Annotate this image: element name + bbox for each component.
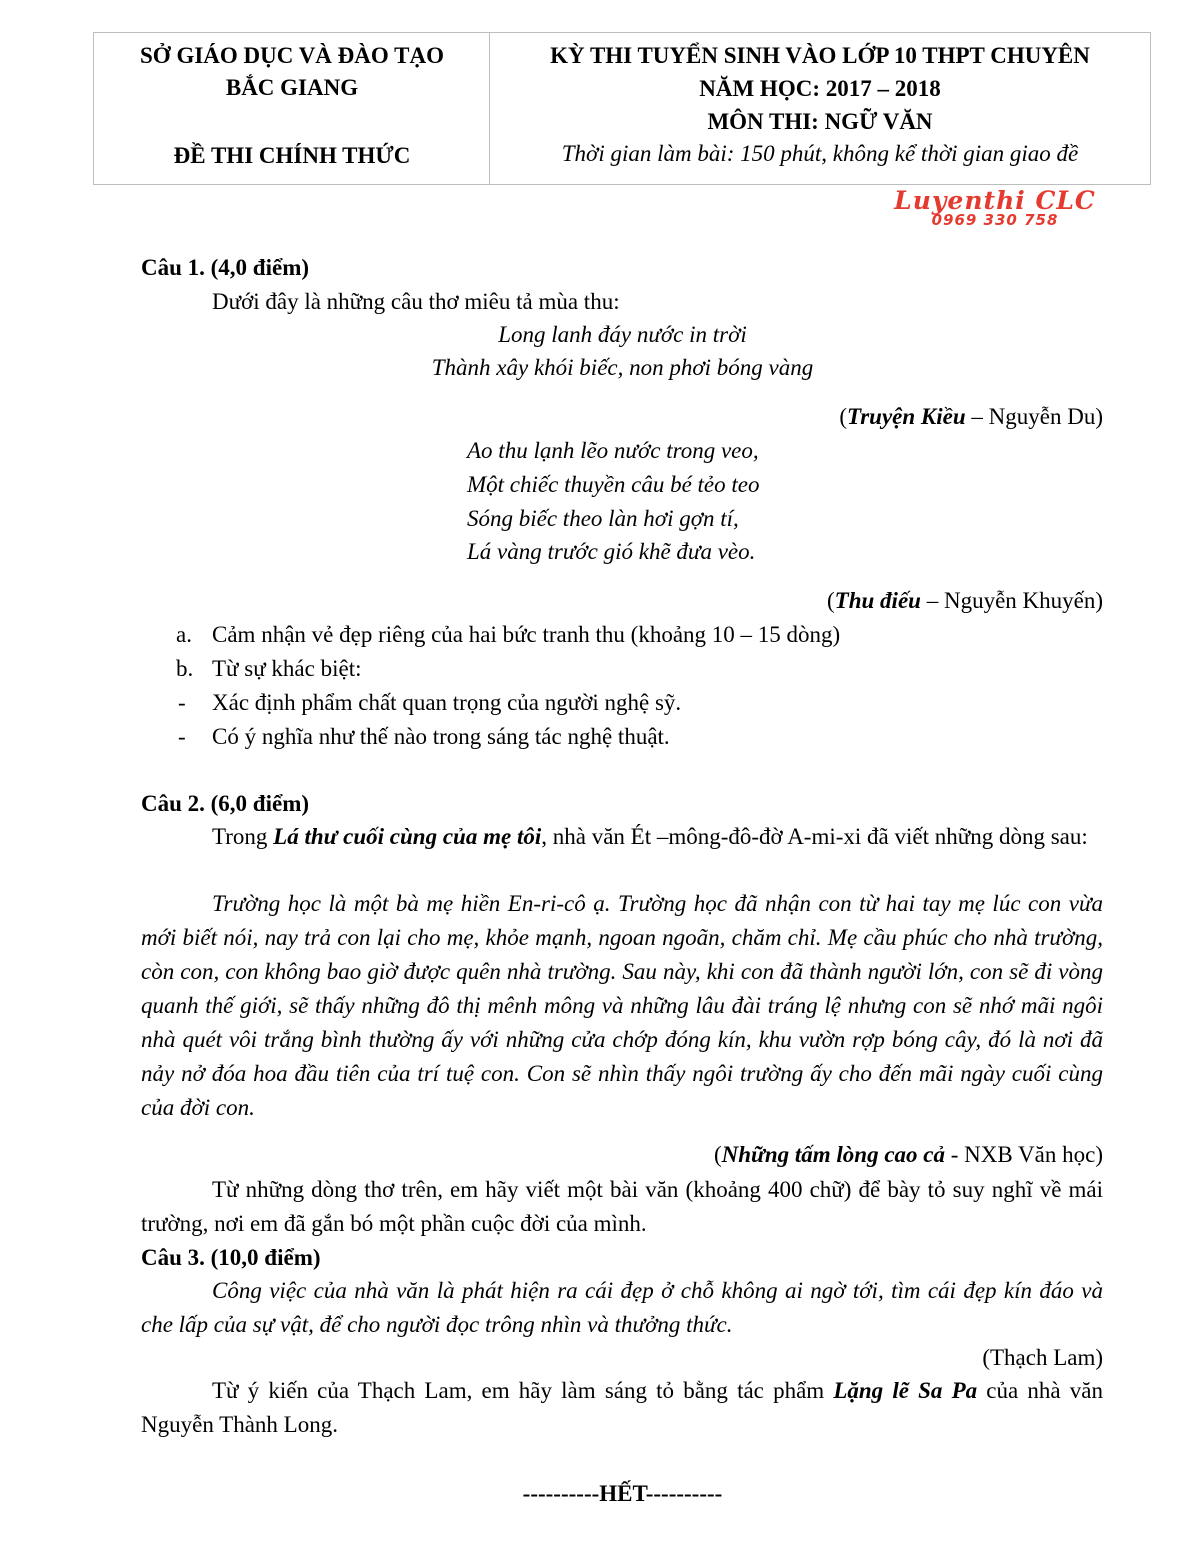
list-item: Xác định phẩm chất quan trọng của người nghệ sỹ.	[212, 690, 682, 715]
q3-quote: Công việc của nhà văn là phát hiện ra cái đẹp ở chỗ không ai ngờ tới, tìm cái đẹp kín đáo và che lấp của sự vật, để cho người đọc trông nhìn và thưởng thức.	[141, 1278, 1103, 1337]
poem2-line: Lá vàng trước gió khẽ đưa vèo.	[467, 539, 756, 564]
q1-source2	[141, 586, 1103, 616]
q3-task-start: Từ ý kiến của Thạch Lam, em hãy làm sáng tỏ bằng tác phẩm	[212, 1378, 834, 1403]
q2-title: Câu 2. (6,0 điểm)	[141, 791, 310, 816]
q2-quote: Trường học là một bà mẹ hiền En-ri-cô ạ. Trường học đã nhận con từ hai tay mẹ lúc con vừa mới biết nói, nay trả con lại cho mẹ, khỏe mạnh, ngoan ngoãn, chăm chỉ. Mẹ cầu phúc cho nhà trường, còn con, con không bao giờ được quên nhà trường. Sau này, khi con đã thành người lớn, con sẽ đi vòng quanh thế giới, sẽ thấy những đô thị mênh mông và những lâu đài tráng lệ nhưng con sẽ nhớ mãi ngôi nhà quét vôi trắng bình thường ấy với những cửa chớp đóng kín, khu vườn rợp bóng cây, đó là nơi đã nảy nở đóa hoa đầu tiên của trí tuệ con. Con sẽ nhìn thấy ngôi trường ấy cho đến mãi ngày cuối cùng của đời con.	[141, 891, 1103, 1120]
list-marker: -	[178, 690, 186, 715]
school-year: NĂM HỌC: 2017 – 2018	[699, 76, 941, 101]
q3-source: (Thạch Lam)	[982, 1345, 1103, 1370]
department-name: SỞ GIÁO DỤC VÀ ĐÀO TẠO	[140, 43, 444, 68]
q3-work-title: Lặng lẽ Sa Pa	[833, 1378, 978, 1403]
header-right-cell	[490, 33, 1150, 184]
poem2-line: Sóng biếc theo làn hơi gợn tí,	[467, 506, 739, 531]
q2-intro-end: , nhà văn Ét –mông-đô-đờ A-mi-xi đã viết những dòng sau:	[541, 824, 1088, 849]
source-publisher: - NXB Văn học)	[945, 1142, 1103, 1167]
province-name: BẮC GIANG	[225, 75, 359, 100]
poem2-line: Ao thu lạnh lẽo nước trong veo,	[467, 438, 759, 463]
q2-task: Từ những dòng thơ trên, em hãy viết một bài văn (khoảng 400 chữ) để bày tỏ suy nghĩ về mái trường, nơi em đã gắn bó một phần cuộc đời của mình.	[141, 1177, 1103, 1236]
list-item: Từ sự khác biệt:	[212, 656, 362, 681]
source-work-title: Thu điếu	[834, 588, 921, 613]
source-author: – Nguyễn Khuyến)	[920, 588, 1103, 613]
list-item: Có ý nghĩa như thế nào trong sáng tác nghệ thuật.	[212, 724, 670, 749]
q1-title: Câu 1. (4,0 điểm)	[141, 255, 310, 280]
poem1-line: Thành xây khói biếc, non phơi bóng vàng	[431, 355, 814, 380]
source-paren: (	[713, 1142, 722, 1167]
poem1-line: Long lanh đáy nước in trời	[498, 322, 747, 347]
q1-source1	[141, 402, 1103, 432]
official-exam-label: ĐỀ THI CHÍNH THỨC	[173, 143, 411, 168]
q2-intro	[141, 820, 1103, 854]
q3-task	[141, 1374, 1103, 1442]
exam-title: KỲ THI TUYỂN SINH VÀO LỚP 10 THPT CHUYÊN	[550, 43, 1090, 68]
watermark-brand: Luyenthi CLC	[894, 186, 1096, 215]
q3-title: Câu 3. (10,0 điểm)	[141, 1245, 321, 1270]
poem2-line: Một chiếc thuyền câu bé tẻo teo	[467, 472, 760, 497]
header-left-cell	[94, 33, 490, 184]
time-allowed: Thời gian làm bài: 150 phút, không kể thời gian giao đề	[561, 141, 1079, 166]
end-mark: ----------HẾT----------	[522, 1481, 723, 1506]
list-item: Cảm nhận vẻ đẹp riêng của hai bức tranh thu (khoảng 10 – 15 dòng)	[212, 622, 841, 647]
watermark-phone: 0969 330 758	[931, 211, 1059, 229]
q2-source	[141, 1140, 1103, 1170]
list-marker: a.	[176, 622, 192, 647]
source-work-title: Truyện Kiều	[847, 404, 966, 429]
exam-header	[93, 32, 1151, 185]
q2-work-title: Lá thư cuối cùng của mẹ tôi	[273, 824, 542, 849]
source-work-title: Những tấm lòng cao cả	[721, 1142, 945, 1167]
q2-intro-start: Trong	[212, 824, 274, 849]
source-author: – Nguyễn Du)	[965, 404, 1103, 429]
list-marker: -	[178, 724, 186, 749]
subject: MÔN THI: NGỮ VĂN	[707, 109, 933, 134]
source-paren: (	[827, 588, 835, 613]
list-marker: b.	[176, 656, 194, 681]
q1-intro: Dưới đây là những câu thơ miêu tả mùa thu:	[212, 289, 620, 314]
q3-task-end: của nhà văn Nguyễn Thành Long.	[141, 1378, 1103, 1437]
source-paren: (	[839, 404, 848, 429]
watermark-logo	[880, 186, 1110, 229]
